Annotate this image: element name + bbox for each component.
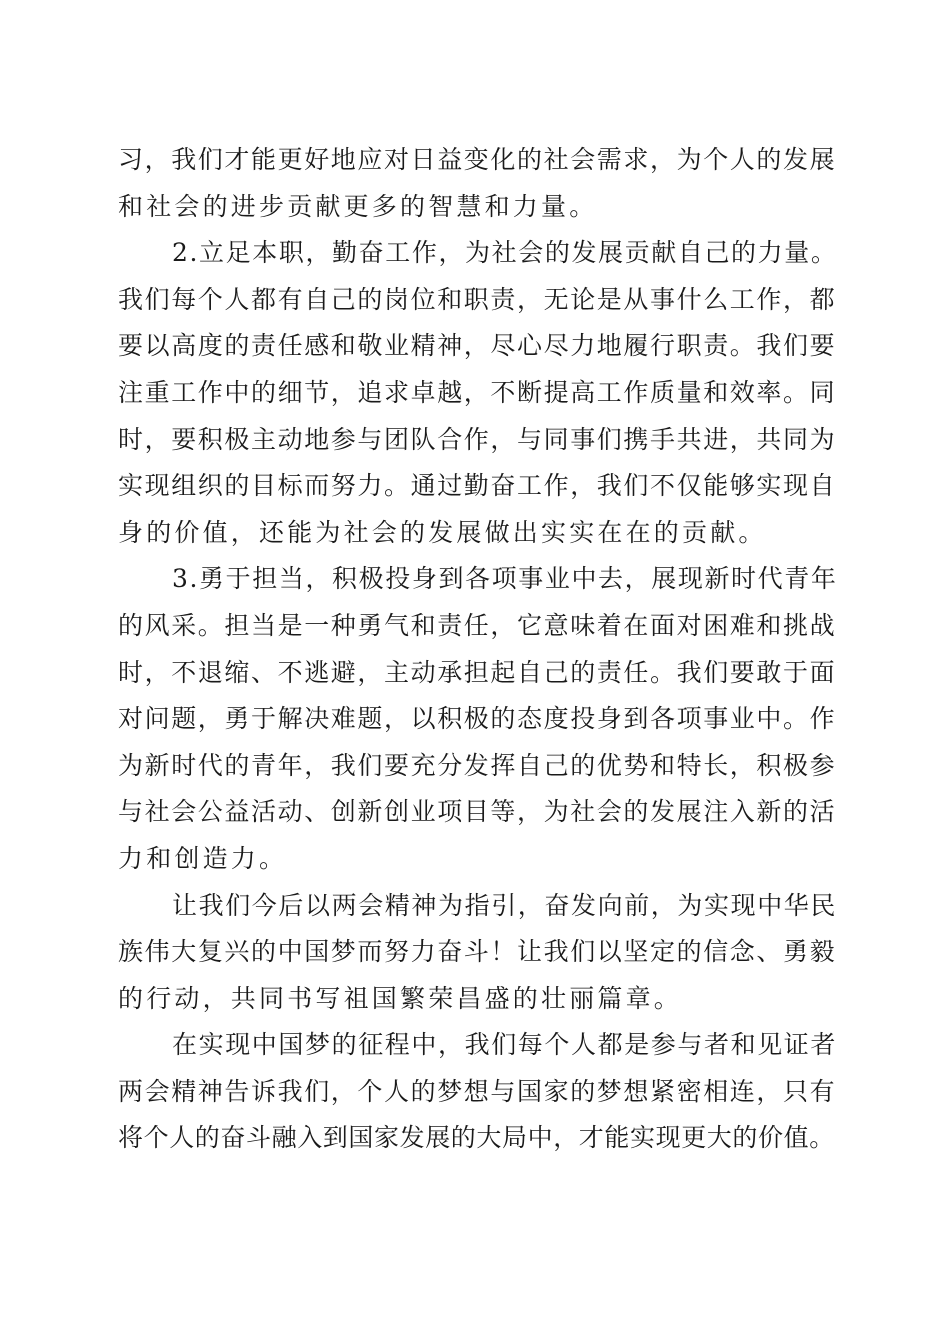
paragraph-2 bbox=[118, 230, 838, 556]
text-line: 要以高度的责任感和敬业精神，尽心尽力地履行职责。我们要 bbox=[118, 331, 837, 361]
text-line: 时，不退缩、不逃避，主动承担起自己的责任。我们要敢于面 bbox=[118, 657, 837, 687]
text-line: 对问题，勇于解决难题，以积极的态度投身到各项事业中。作 bbox=[118, 704, 837, 734]
text-line: 将个人的奋斗融入到国家发展的大局中，才能实现更大的价值。 bbox=[118, 1123, 835, 1153]
text-line: 在实现中国梦的征程中，我们每个人都是参与者和见证者 bbox=[172, 1030, 838, 1060]
document-body bbox=[118, 137, 838, 1162]
paragraph-5 bbox=[118, 1022, 838, 1162]
text-line: 实现组织的目标而努力。通过勤奋工作，我们不仅能够实现自 bbox=[118, 471, 837, 501]
text-line: 让我们今后以两会精神为指引，奋发向前，为实现中华民 bbox=[172, 890, 838, 920]
paragraph-3 bbox=[118, 556, 838, 882]
text-line: 时，要积极主动地参与团队合作，与同事们携手共进，共同为 bbox=[118, 424, 837, 454]
text-line: 的行动，共同书写祖国繁荣昌盛的壮丽篇章。 bbox=[118, 983, 683, 1013]
text-line: 的风采。担当是一种勇气和责任，它意味着在面对困难和挑战 bbox=[118, 610, 837, 640]
text-line: 族伟大复兴的中国梦而努力奋斗！让我们以坚定的信念、勇毅 bbox=[118, 937, 837, 967]
text-line: 两会精神告诉我们，个人的梦想与国家的梦想紧密相连，只有 bbox=[118, 1076, 837, 1106]
text-line: 注重工作中的细节，追求卓越，不断提高工作质量和效率。同 bbox=[118, 377, 837, 407]
text-line: 和社会的进步贡献更多的智慧和力量。 bbox=[118, 191, 598, 221]
text-line: 身的价值，还能为社会的发展做出实实在在的贡献。 bbox=[118, 517, 767, 547]
text-line: 3.勇于担当，积极投身到各项事业中去，展现新时代青年 bbox=[172, 564, 838, 594]
text-line: 2.立足本职，勤奋工作，为社会的发展贡献自己的力量。 bbox=[172, 238, 838, 268]
text-line: 与社会公益活动、创新创业项目等，为社会的发展注入新的活 bbox=[118, 797, 837, 827]
text-line: 习，我们才能更好地应对日益变化的社会需求，为个人的发展 bbox=[118, 145, 837, 174]
text-line: 力和创造力。 bbox=[118, 843, 288, 873]
text-line: 为新时代的青年，我们要充分发挥自己的优势和特长，积极参 bbox=[118, 750, 837, 780]
paragraph-1 bbox=[118, 137, 838, 230]
paragraph-4 bbox=[118, 883, 838, 1023]
text-line: 我们每个人都有自己的岗位和职责，无论是从事什么工作，都 bbox=[118, 284, 837, 314]
